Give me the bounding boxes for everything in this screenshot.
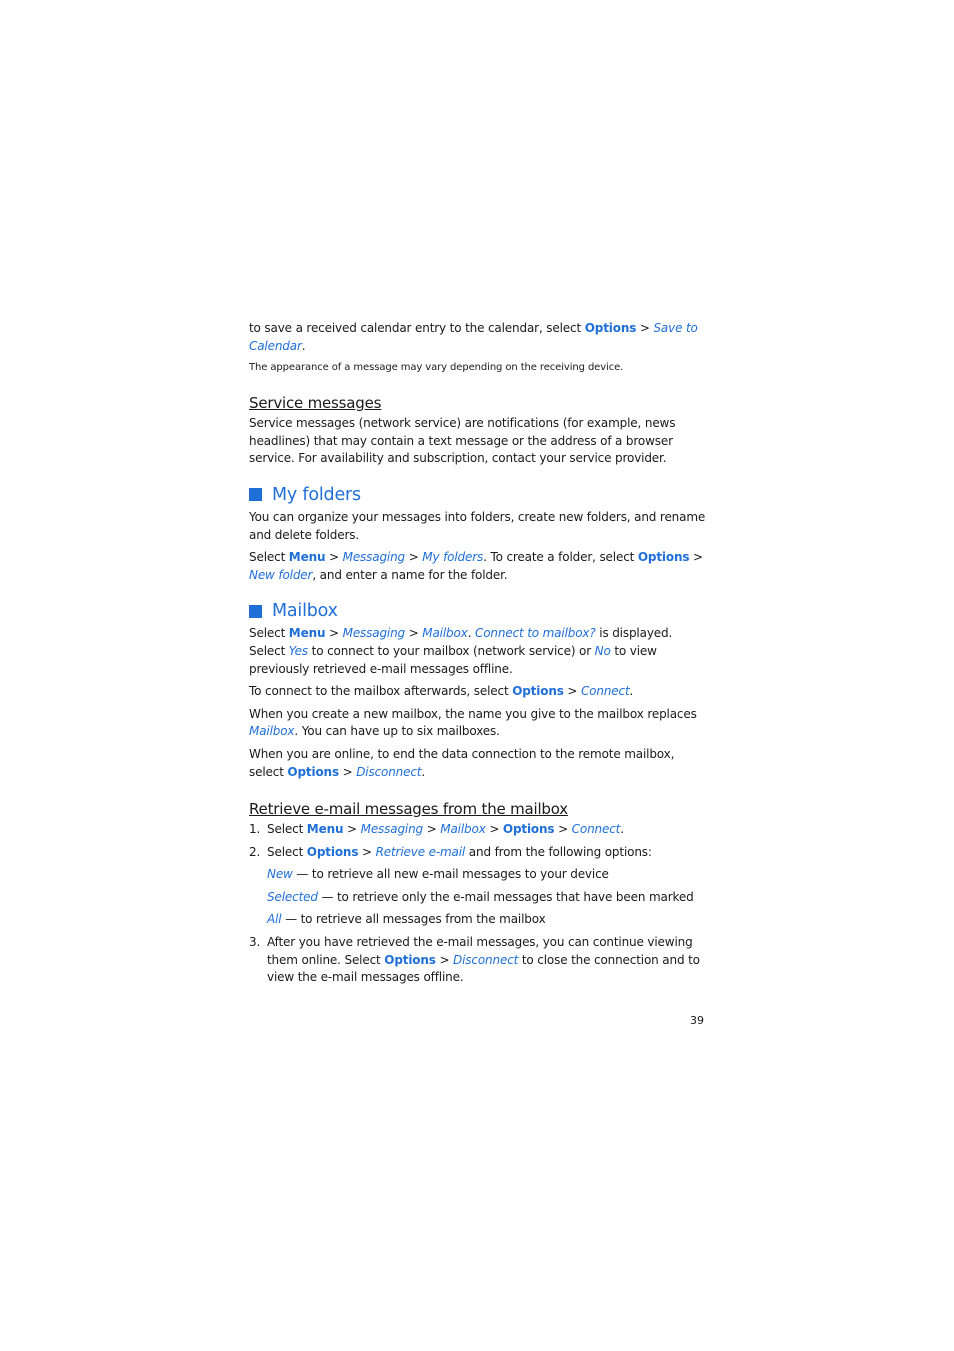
option-selected: Selected — to retrieve only the e-mail messages that have been marked bbox=[267, 889, 694, 904]
mailbox-paragraph-4: When you are online, to end the data connection to the remote mailbox, select Options > Disconnect. bbox=[249, 746, 675, 779]
page-content bbox=[249, 320, 707, 987]
square-bullet-icon bbox=[249, 488, 262, 501]
retrieve-heading: Retrieve e-mail messages from the mailbox bbox=[249, 800, 568, 819]
service-messages-body: Service messages (network service) are notifications (for example, news headlines) that may contain a text message or the address of a browser service. For availability and subscription, contact your service provider. bbox=[249, 416, 676, 466]
option-new: New — to retrieve all new e-mail messages to your device bbox=[267, 867, 609, 882]
service-messages-heading: Service messages bbox=[249, 394, 382, 413]
mailbox-paragraph-2: To connect to the mailbox afterwards, select Options > Connect. bbox=[249, 684, 634, 699]
option-all: All — to retrieve all messages from the mailbox bbox=[267, 912, 546, 927]
mailbox-heading: Mailbox bbox=[249, 601, 707, 621]
list-item: 2. Select Options > Retrieve e-mail and from the following options: bbox=[249, 844, 652, 859]
options-link: Options bbox=[584, 321, 637, 335]
mailbox-paragraph-3: When you create a new mailbox, the name you give to the mailbox replaces Mailbox. You can have up to six mailboxes. bbox=[249, 706, 697, 739]
folders-paragraph-1: You can organize your messages into folders, create new folders, and rename and delete folders. bbox=[249, 509, 706, 542]
appearance-note: The appearance of a message may vary depending on the receiving device. bbox=[249, 362, 624, 374]
save-to-calendar-link: Save to Calendar bbox=[249, 321, 698, 353]
square-bullet-icon bbox=[249, 605, 262, 618]
intro-paragraph: to save a received calendar entry to the calendar, select Options > Save to Calendar. bbox=[249, 321, 698, 353]
folders-paragraph-2: Select Menu > Messaging > My folders. To create a folder, select Options > New folder, and enter a name for the folder. bbox=[249, 550, 703, 582]
page-number: 39 bbox=[690, 1014, 704, 1027]
mailbox-paragraph-1: Select Menu > Messaging > Mailbox. Connect to mailbox? is displayed. Select Yes to connect to your mailbox (network service) or No to view previously retrieved e-mail messages offline. bbox=[249, 626, 673, 676]
list-item: 1. Select Menu > Messaging > Mailbox > Options > Connect. bbox=[249, 822, 624, 837]
my-folders-heading: My folders bbox=[249, 485, 707, 505]
list-item: 3. After you have retrieved the e-mail messages, you can continue viewing them online. Select Options > Disconnect to close the connection and to view the e-mail messages offline. bbox=[249, 935, 700, 985]
